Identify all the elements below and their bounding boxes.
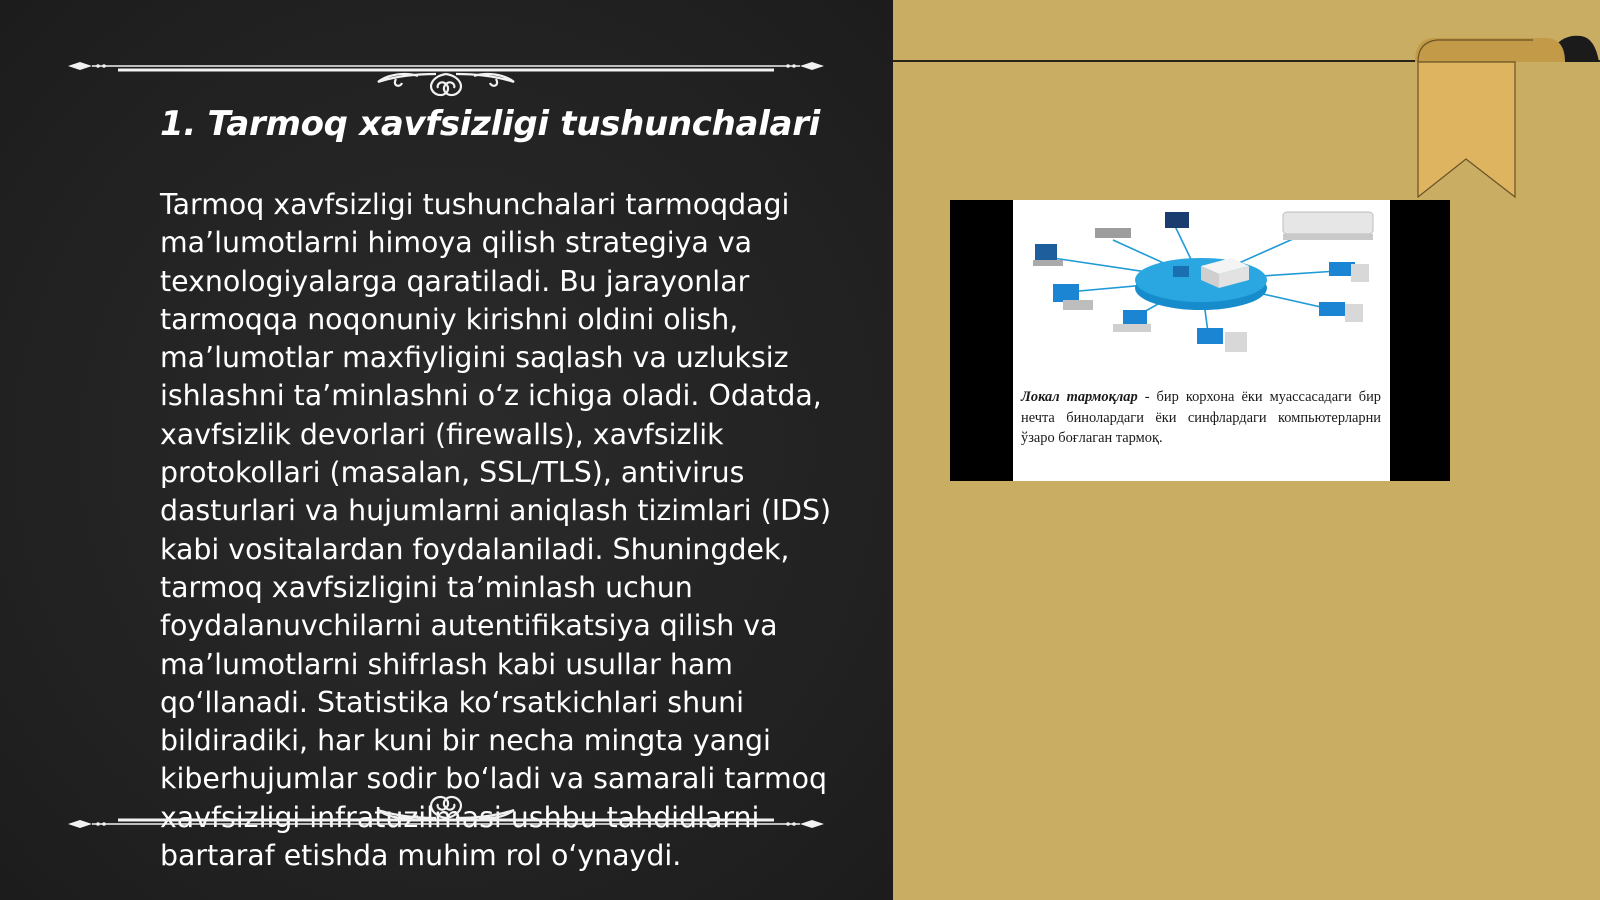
network-diagram-icon — [1013, 200, 1390, 380]
slide-body-text: Tarmoq xavfsizligi tushunchalari tarmoqdagi ma’lumotlarni himoya qilish strategiya va texnologiyalarga qaratiladi. Bu jarayonlar tarmoqqa noqonuniy kirishni oldini olish, ma’lumotlar maxfiyligini saqlash va uzluksiz ishlashni ta’minlashni o‘z ichiga oladi. Odatda, xavfsizlik devorlari (firewalls), xavfsizlik protokollari (masalan, SSL/TLS), antivirus dasturlari va hujumlarni aniqlash tizimlari (IDS) kabi vositalardan foydalaniladi. Shuningdek, tarmoq xavfsizligini ta’minlash uchun foydalanuvchilarni autentifikatsiya qilish va ma’lumotlarni shifrlash kabi usullar ham qo‘llanadi. Statistika ko‘rsatkichlari shuni bildiradiki, har kuni bir necha mingta yangi kiberhujumlar sodir bo‘ladi va samarali tarmoq xavfsizligi infratuzilmasi ushbu tahdidlarni bartaraf etishda muhim rol o‘ynaydi. — [160, 188, 832, 873]
caption-term: Локал тармоқлар — [1021, 389, 1138, 405]
slide-title: 1. Tarmoq xavfsizligi tushunchalari — [160, 104, 821, 144]
caption-text: - бир корхона ёки муассасадаги бир нечта бинолардаги ёки синфлардаги компьютерларни ўзаро боғлаган тармоқ. — [1021, 389, 1382, 446]
network-picture — [950, 200, 1450, 481]
bottom-ornament-icon — [66, 790, 826, 840]
picture-caption — [1021, 387, 1381, 449]
ribbon-bookmark-icon — [1415, 32, 1600, 202]
picture-content — [1013, 200, 1390, 481]
top-ornament-icon — [66, 52, 826, 102]
image-panel — [893, 0, 1600, 900]
